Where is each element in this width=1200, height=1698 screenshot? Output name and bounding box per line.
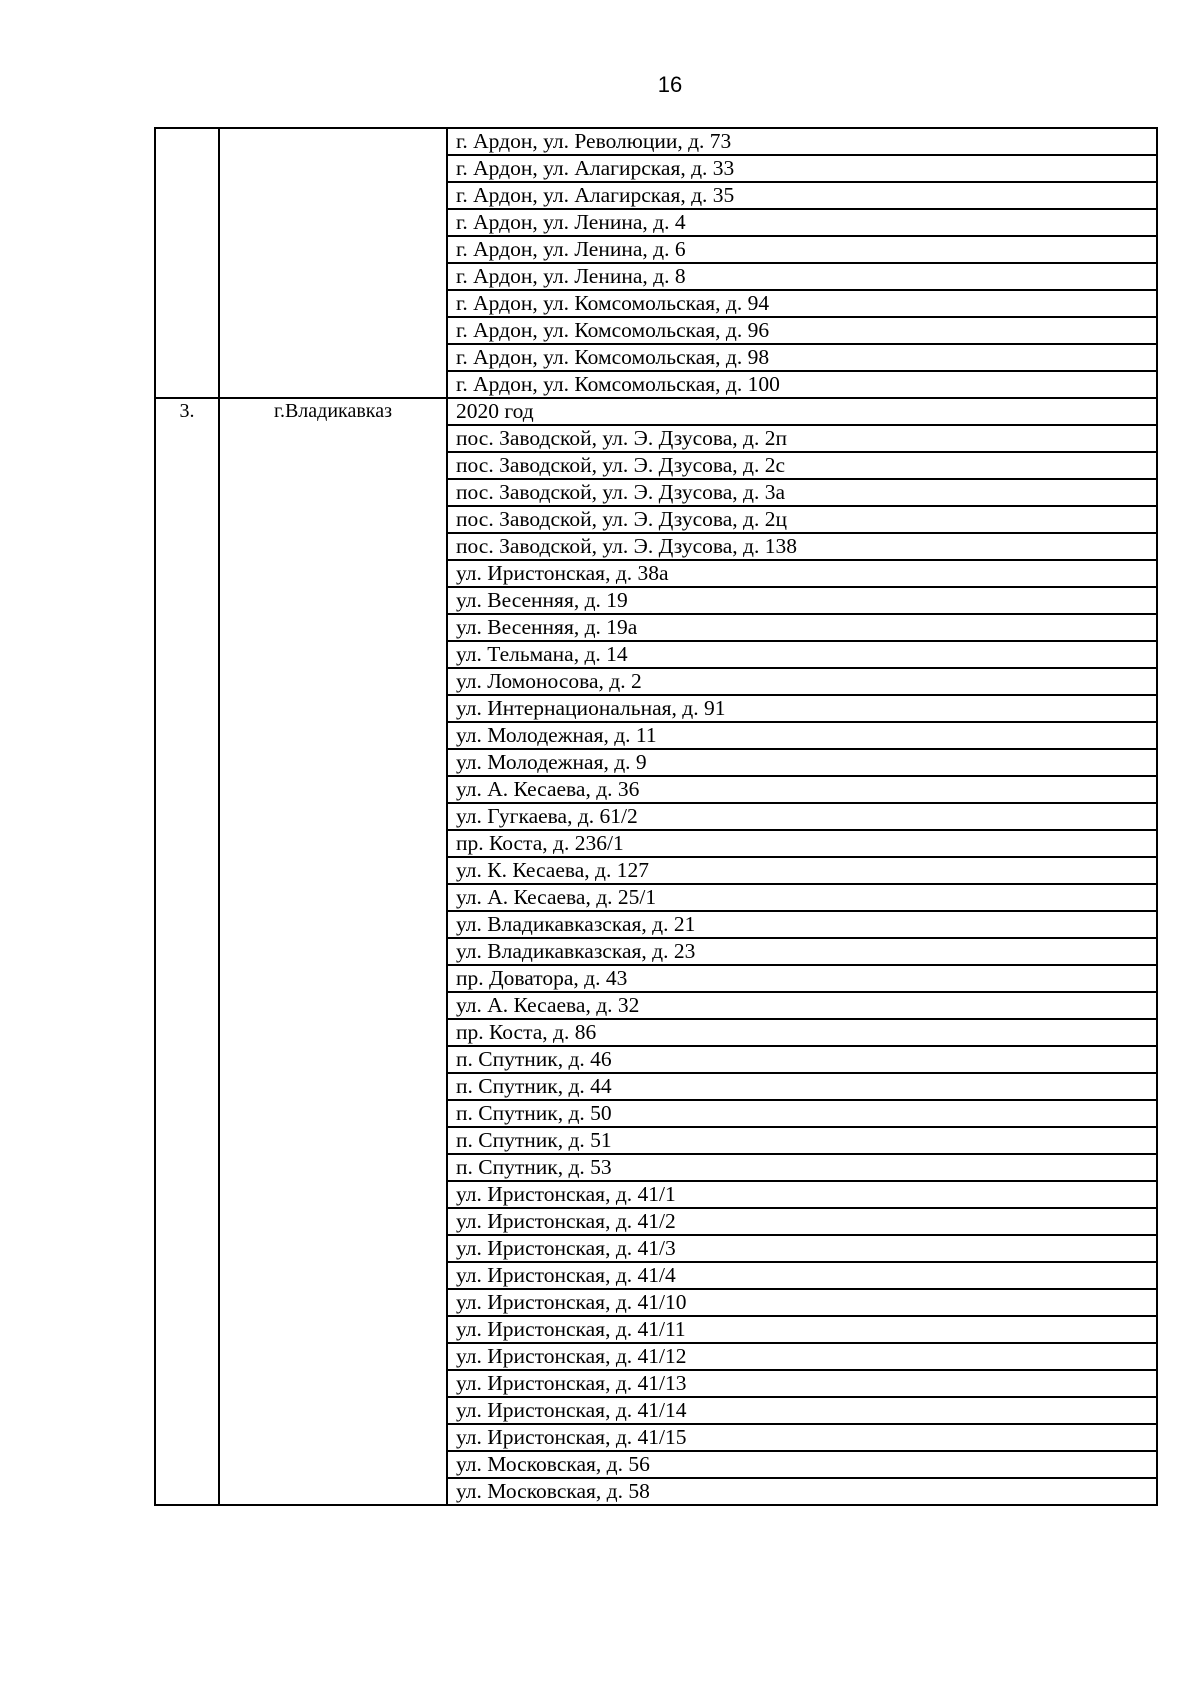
address-cell: ул. Иристонская, д. 41/13 [447,1370,1157,1397]
address-cell: г. Ардон, ул. Алагирская, д. 35 [447,182,1157,209]
address-cell: ул. Владикавказская, д. 23 [447,938,1157,965]
address-cell: п. Спутник, д. 46 [447,1046,1157,1073]
address-cell: ул. Тельмана, д. 14 [447,641,1157,668]
address-cell: п. Спутник, д. 44 [447,1073,1157,1100]
address-cell: ул. К. Кесаева, д. 127 [447,857,1157,884]
address-cell: пр. Коста, д. 236/1 [447,830,1157,857]
address-cell: ул. Иристонская, д. 41/12 [447,1343,1157,1370]
address-cell: ул. Иристонская, д. 41/10 [447,1289,1157,1316]
address-cell: пос. Заводской, ул. Э. Дзусова, д. 138 [447,533,1157,560]
address-cell: ул. Иристонская, д. 41/14 [447,1397,1157,1424]
address-cell: г. Ардон, ул. Ленина, д. 8 [447,263,1157,290]
address-cell: п. Спутник, д. 53 [447,1154,1157,1181]
address-cell: ул. Владикавказская, д. 21 [447,911,1157,938]
address-cell: пос. Заводской, ул. Э. Дзусова, д. 2с [447,452,1157,479]
address-cell: г. Ардон, ул. Революции, д. 73 [447,128,1157,155]
address-cell: ул. А. Кесаева, д. 36 [447,776,1157,803]
address-cell: ул. Интернациональная, д. 91 [447,695,1157,722]
address-cell: 2020 год [447,398,1157,425]
address-cell: ул. Молодежная, д. 11 [447,722,1157,749]
section-number-cell [155,128,219,398]
section-number-cell: 3. [155,398,219,1505]
address-cell: ул. А. Кесаева, д. 25/1 [447,884,1157,911]
address-cell: ул. Весенняя, д. 19 [447,587,1157,614]
table-row [155,398,1157,425]
address-cell: пос. Заводской, ул. Э. Дзусова, д. 3а [447,479,1157,506]
address-cell: ул. Молодежная, д. 9 [447,749,1157,776]
address-cell: г. Ардон, ул. Комсомольская, д. 94 [447,290,1157,317]
section-city-cell [219,128,447,398]
address-cell: г. Ардон, ул. Ленина, д. 4 [447,209,1157,236]
table-row [155,128,1157,155]
address-cell: пос. Заводской, ул. Э. Дзусова, д. 2п [447,425,1157,452]
address-cell: ул. Иристонская, д. 41/1 [447,1181,1157,1208]
address-cell: пос. Заводской, ул. Э. Дзусова, д. 2ц [447,506,1157,533]
address-cell: ул. Иристонская, д. 41/3 [447,1235,1157,1262]
address-cell: пр. Доватора, д. 43 [447,965,1157,992]
address-cell: п. Спутник, д. 50 [447,1100,1157,1127]
address-cell: ул. Весенняя, д. 19а [447,614,1157,641]
address-cell: ул. Иристонская, д. 41/4 [447,1262,1157,1289]
address-cell: ул. А. Кесаева, д. 32 [447,992,1157,1019]
section-city-cell: г.Владикавказ [219,398,447,1505]
address-cell: ул. Иристонская, д. 41/2 [447,1208,1157,1235]
address-cell: п. Спутник, д. 51 [447,1127,1157,1154]
address-cell: г. Ардон, ул. Комсомольская, д. 98 [447,344,1157,371]
address-table [154,127,1158,1506]
address-cell: ул. Московская, д. 58 [447,1478,1157,1505]
address-cell: г. Ардон, ул. Комсомольская, д. 96 [447,317,1157,344]
address-cell: ул. Московская, д. 56 [447,1451,1157,1478]
address-cell: г. Ардон, ул. Алагирская, д. 33 [447,155,1157,182]
address-table-body [155,128,1157,1505]
address-cell: ул. Ломоносова, д. 2 [447,668,1157,695]
address-cell: г. Ардон, ул. Ленина, д. 6 [447,236,1157,263]
address-cell: ул. Иристонская, д. 38а [447,560,1157,587]
address-cell: ул. Гугкаева, д. 61/2 [447,803,1157,830]
page-number: 16 [657,72,683,97]
address-cell: ул. Иристонская, д. 41/15 [447,1424,1157,1451]
address-cell: пр. Коста, д. 86 [447,1019,1157,1046]
address-cell: г. Ардон, ул. Комсомольская, д. 100 [447,371,1157,398]
address-cell: ул. Иристонская, д. 41/11 [447,1316,1157,1343]
